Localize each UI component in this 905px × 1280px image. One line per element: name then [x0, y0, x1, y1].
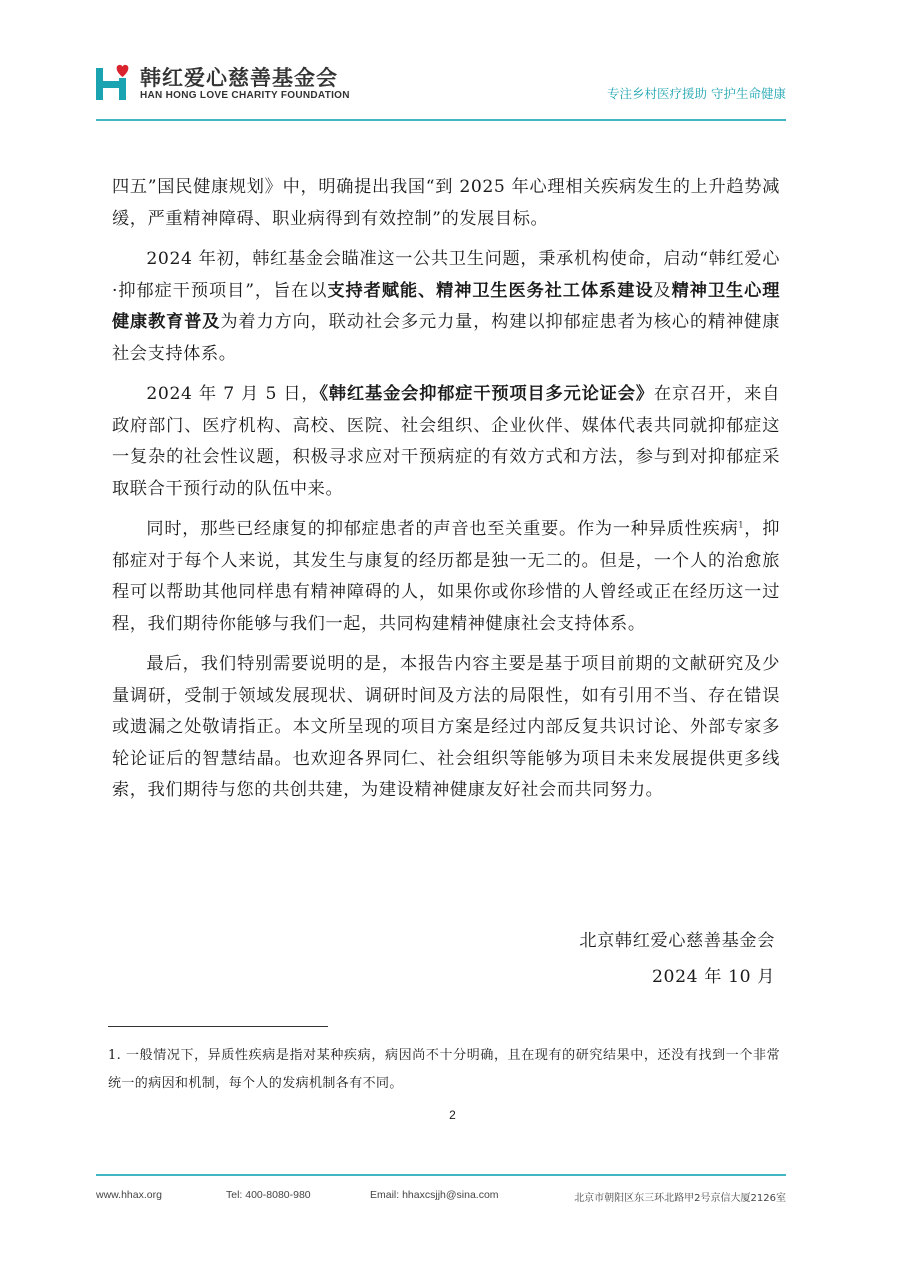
footnote-ref[interactable]: 1	[738, 520, 745, 530]
footnote: 1. 一般情况下，异质性疾病是指对某种疾病，病因尚不十分明确，且在现有的研究结果中，还没有找到一个非常统一的病因和机制，每个人的发病机制各有不同。	[108, 1048, 780, 1091]
footer-tel: Tel: 400-8080-980	[226, 1189, 311, 1201]
emphasis-education: 精神卫生心理健康教育普及	[112, 280, 780, 332]
paragraph-5: 最后，我们特别需要说明的是，本报告内容主要是基于项目前期的文献研究及少量调研，受制于领域发展现状、调研时间及方法的局限性，如有引用不当、存在错误或遗漏之处敬请指正。本文所呈现的项目方案是经过内部反复共识讨论、外部专家多轮论证后的智慧结晶。也欢迎各界同仁、社会组织等能够为项目未来发展提供更多线索，我们期待与您的共创共建，为建设精神健康友好社会而共同努力。	[112, 654, 780, 800]
footer-divider	[96, 1174, 786, 1176]
body-text	[112, 172, 780, 816]
footer-email[interactable]: Email: hhaxcsjjh@sina.com	[370, 1189, 499, 1201]
footnote-divider	[108, 1026, 328, 1027]
footer-address: 北京市朝阳区东三环北路甲2号京信大厦2126室	[574, 1193, 786, 1204]
org-name-cn: 韩红爱心慈善基金会	[140, 66, 338, 90]
page-number: 2	[449, 1108, 456, 1122]
header-slogan: 专注乡村医疗援助 守护生命健康	[607, 86, 786, 101]
paragraph-1: 四五”国民健康规划》中，明确提出我国“到 2025 年心理相关疾病发生的上升趋势减缓，严重精神障碍、职业病得到有效控制”的发展目标。	[112, 177, 780, 229]
signature-org: 北京韩红爱心慈善基金会	[579, 931, 775, 951]
meeting-title: 《韩红基金会抑郁症干预项目多元论证会》	[319, 384, 654, 404]
heart-h-logo-icon	[96, 64, 134, 100]
header-divider	[96, 119, 786, 121]
footer-website[interactable]: www.hhax.org	[96, 1189, 162, 1201]
paragraph-3: 2024 年 7 月 5 日，《韩红基金会抑郁症干预项目多元论证会》在京召开，来自政府部门、医疗机构、高校、医院、社会组织、企业伙伴、媒体代表共同就抑郁症这一复杂的社会性议题，积极寻求应对干预病症的有效方式和方法，参与到对抑郁症采取联合干预行动的队伍中来。	[112, 384, 780, 499]
paragraph-4: 同时，那些已经康复的抑郁症患者的声音也至关重要。作为一种异质性疾病$^1$，抑郁症对于每个人来说，其发生与康复的经历都是独一无二的。但是，一个人的治愈旅程可以帮助其他同样患有精神障碍的人，如果你或你珍惜的人曾经或正在经历这一过程，我们期待你能够与我们一起，共同构建精神健康社会支持体系。	[112, 519, 780, 634]
signature-date: 2024 年 10 月	[652, 967, 775, 987]
paragraph-2: 2024 年初，韩红基金会瞄准这一公共卫生问题，秉承机构使命，启动“韩红爱心·抑郁症干预项目”，旨在以支持者赋能、精神卫生医务社工体系建设及精神卫生心理健康教育普及为着力方向，联动社会多元力量，构建以抑郁症患者为核心的精神健康社会支持体系。	[112, 249, 780, 364]
org-name-en: HAN HONG LOVE CHARITY FOUNDATION	[140, 90, 350, 101]
page-header	[96, 62, 786, 120]
emphasis-support: 支持者赋能、精神卫生医务社工体系建设	[327, 280, 654, 301]
